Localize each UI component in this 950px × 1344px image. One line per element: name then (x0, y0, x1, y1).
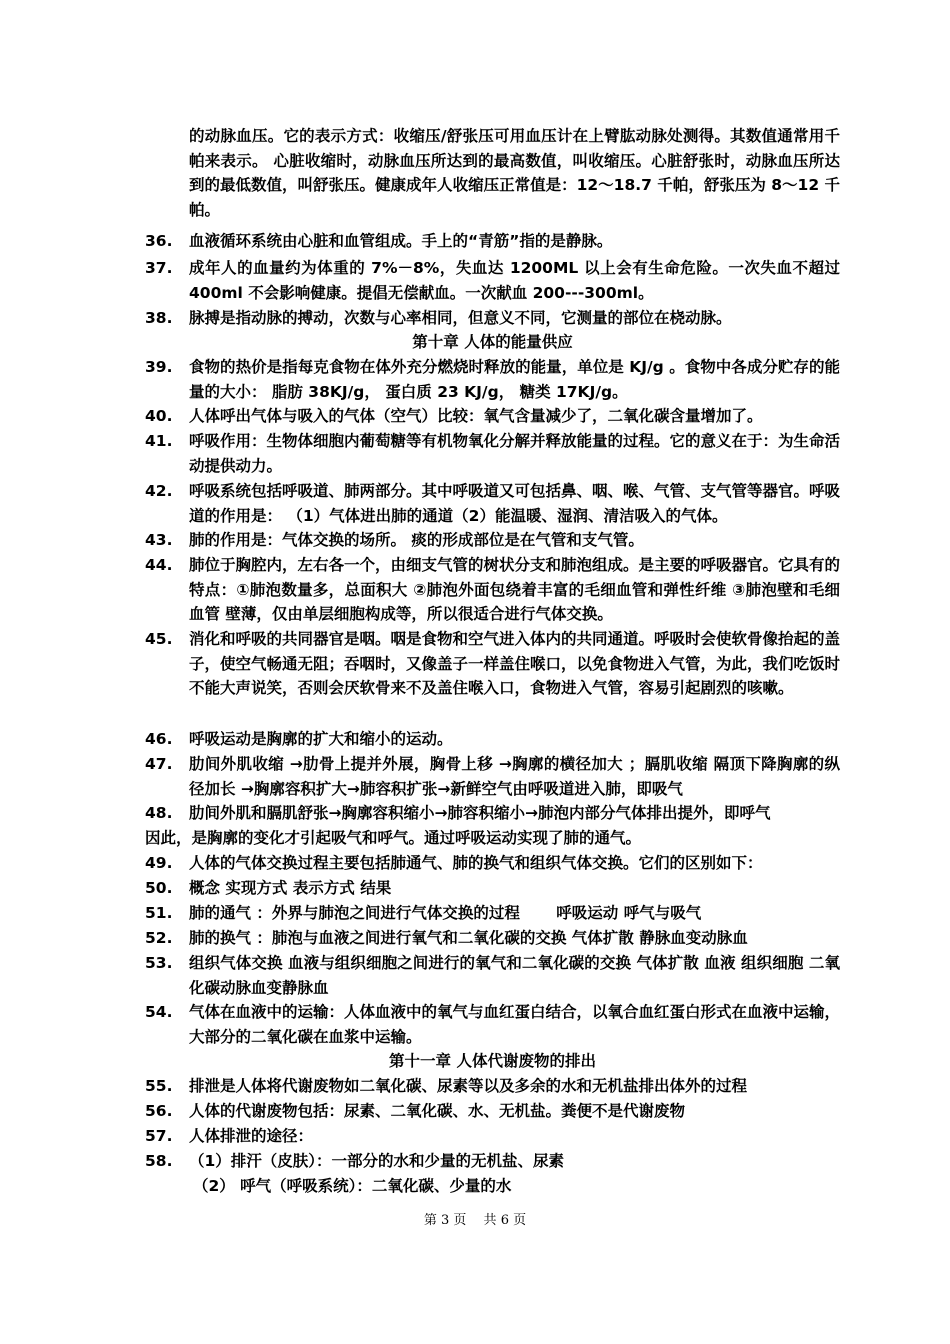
item-number: 37. (145, 259, 173, 277)
item-text: 呼吸作用：生物体细胞内葡萄糖等有机物氧化分解并释放能量的过程。它的意义在于：为生命活动提供动力。 (189, 432, 841, 475)
list-item-37 (145, 256, 840, 305)
item-number: 58. (145, 1152, 173, 1170)
item-number: 41. (145, 432, 173, 450)
item-text: 脉搏是指动脉的搏动，次数与心率相同，但意义不同，它测量的部位在桡动脉。 (189, 309, 732, 327)
list-item-52 (145, 926, 840, 951)
list-item-45 (145, 627, 840, 701)
item-number: 38. (145, 309, 173, 327)
item-number: 45. (145, 630, 173, 648)
item-number: 50. (145, 879, 173, 897)
item-number: 43. (145, 531, 173, 549)
item-text: 排泄是人体将代谢废物如二氧化碳、尿素等以及多余的水和无机盐排出体外的过程 (189, 1077, 748, 1095)
item-text: 因此，是胸廓的变化才引起吸气和呼气。通过呼吸运动实现了肺的通气。 (145, 829, 642, 847)
list-item-50 (145, 876, 840, 901)
item-text: 成年人的血量约为体重的 7%－8%，失血达 1200ML 以上会有生命危险。一次失血不超过 400ml 不会影响健康。提倡无偿献血。一次献血 200---300ml。 (189, 259, 840, 302)
item-text: 肋间外肌收缩 →肋骨上提并外展，胸骨上移 →胸廓的横径加大 ；膈肌收缩 隔顶下降胸廓的纵径加长 →胸廓容积扩大→肺容积扩张→新鲜空气由呼吸道进入肺，即吸气 (189, 755, 840, 798)
list-item-56 (145, 1099, 840, 1124)
list-item-42 (145, 479, 840, 528)
item-text: 血液循环系统由心脏和血管组成。手上的“青筋”指的是静脉。 (189, 232, 613, 250)
item-number: 48. (145, 804, 173, 822)
list-item-48 (145, 801, 840, 826)
list-item-38 (145, 306, 840, 331)
item-text: 肺位于胸腔内，左右各一个，由细支气管的树状分支和肺泡组成。是主要的呼吸器官。它具有的特点：①肺泡数量多，总面积大 ②肺泡外面包绕着丰富的毛细血管和弹性纤维 ③肺泡壁和毛细血管 壁薄，仅由单层细胞构成等，所以很适合进行气体交换。 (189, 556, 841, 624)
list-item-54 (145, 1000, 840, 1049)
list-item-51 (145, 901, 840, 926)
list-item-58 (145, 1149, 840, 1174)
list-item-39 (145, 355, 840, 404)
item-text: （2） 呼气（呼吸系统）：二氧化碳、少量的水 (193, 1177, 512, 1195)
chapter-11-title: 第十一章 人体代谢废物的排出 (389, 1052, 596, 1070)
item-number: 52. (145, 929, 173, 947)
item-number: 46. (145, 730, 173, 748)
item-text: 肋间外肌和膈肌舒张→胸廓容积缩小→肺容积缩小→肺泡内部分气体排出提外，即呼气 (189, 804, 771, 822)
item-text: 人体呼出气体与吸入的气体（空气）比较：氧气含量减少了，二氧化碳含量增加了。 (189, 407, 763, 425)
item-number: 39. (145, 358, 173, 376)
item-number: 56. (145, 1102, 173, 1120)
item-number: 42. (145, 482, 173, 500)
item-text: 消化和呼吸的共同器官是咽。咽是食物和空气进入体内的共同通道。呼吸时会使软骨像抬起的盖子，使空气畅通无阻；吞咽时，又像盖子一样盖住喉口，以免食物进入气管，为此，我们吃饭时不能大声说笑，否则会厌软骨来不及盖住喉入口，食物进入气管，容易引起剧烈的咳嗽。 (189, 630, 841, 698)
chapter-10-title: 第十章 人体的能量供应 (412, 333, 573, 351)
item-text: 人体排泄的途径： (189, 1127, 314, 1145)
list-item-40 (145, 404, 840, 429)
item-number: 53. (145, 954, 173, 972)
list-item-55 (145, 1074, 840, 1099)
item-text: 肺的换气 ：肺泡与血液之间进行氧气和二氧化碳的交换 气体扩散 静脉血变动脉血 (189, 929, 748, 947)
item-number: 55. (145, 1077, 173, 1095)
item-text: 人体的代谢废物包括：尿素、二氧化碳、水、无机盐。粪便不是代谢废物 (189, 1102, 686, 1120)
item-number: 36. (145, 232, 173, 250)
item-number: 51. (145, 904, 173, 922)
intro-paragraph: 的动脉血压。它的表示方式：收缩压/舒张压可用血压计在上臂肱动脉处测得。其数值通常用千帕来表示。 心脏收缩时，动脉血压所达到的最高数值，叫收缩压。心脏舒张时，动脉血压所达到的最低数值，叫舒张压。健康成年人收缩压正常值是：12～18.7 千帕，舒张压为 8～12 千帕。 (189, 127, 840, 219)
list-item-36 (145, 229, 840, 254)
item-text: 人体的气体交换过程主要包括肺通气、肺的换气和组织气体交换。它们的区别如下： (189, 854, 763, 872)
list-item-57 (145, 1124, 840, 1149)
item-number: 57. (145, 1127, 173, 1145)
item-text: 食物的热价是指每克食物在体外充分燃烧时释放的能量，单位是 KJ/g 。食物中各成分贮存的能量的大小： 脂肪 38KJ/g， 蛋白质 23 KJ/g， 糖类 17KJ/g。 (189, 358, 840, 401)
item-number: 40. (145, 407, 173, 425)
list-item-41 (145, 429, 840, 478)
list-item-53 (145, 951, 840, 1000)
item-text: （1）排汗（皮肤）：一部分的水和少量的无机盐、尿素 (189, 1152, 565, 1170)
item-text: 气体在血液中的运输：人体血液中的氧气与血红蛋白结合，以氧合血红蛋白形式在血液中运输，大部分的二氧化碳在血浆中运输。 (189, 1003, 841, 1046)
list-item-47 (145, 752, 840, 801)
item-text: 肺的作用是：气体交换的场所。 痰的形成部位是在气管和支气管。 (189, 531, 644, 549)
item-number: 49. (145, 854, 173, 872)
item-number: 47. (145, 755, 173, 773)
item-text: 呼吸系统包括呼吸道、肺两部分。其中呼吸道又可包括鼻、咽、喉、气管、支气管等器官。呼吸道的作用是： （1）气体进出肺的通道（2）能温暖、湿润、清洁吸入的气体。 (189, 482, 841, 525)
item-text: 呼吸运动是胸廓的扩大和缩小的运动。 (189, 730, 453, 748)
list-item-44 (145, 553, 840, 627)
page-footer: 第 3 页 共 6 页 (423, 1213, 527, 1228)
list-item-48-continued (145, 826, 840, 851)
list-item-58-sub-2 (145, 1174, 840, 1199)
item-number: 44. (145, 556, 173, 574)
item-text: 组织气体交换 血液与组织细胞之间进行的氧气和二氧化碳的交换 气体扩散 血液 组织细胞 二氧化碳动脉血变静脉血 (189, 954, 840, 997)
item-text: 肺的通气 ：外界与肺泡之间进行气体交换的过程 呼吸运动 呼气与吸气 (189, 904, 702, 922)
item-text: 概念 实现方式 表示方式 结果 (189, 879, 392, 897)
list-item-46 (145, 727, 840, 752)
item-number: 54. (145, 1003, 173, 1021)
list-item-43 (145, 528, 840, 553)
list-item-49 (145, 851, 840, 876)
